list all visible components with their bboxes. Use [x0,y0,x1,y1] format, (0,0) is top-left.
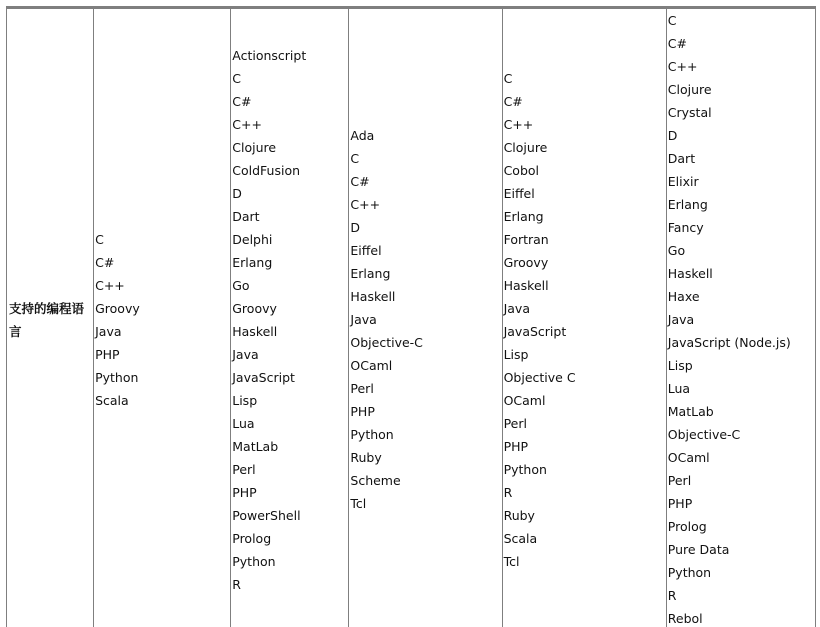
language-item: Ada [350,128,375,143]
language-list [667,9,815,627]
language-item: C# [95,254,115,270]
language-item: Erlang [350,266,391,281]
language-item: Clojure [232,139,277,155]
language-item: Ruby [503,507,535,523]
language-item: PHP [667,496,693,511]
language-item: Perl [350,381,374,396]
language-item: R [503,484,513,500]
language-item: Fortran [503,231,549,247]
language-item: Java [503,300,530,316]
language-item: Python [350,427,394,442]
language-item: Objective C [503,369,576,385]
language-item: Fancy [667,220,704,235]
row-header-cell [7,9,94,627]
language-item: C [350,151,360,166]
language-item: C [503,70,513,86]
language-item: Dart [667,151,696,166]
language-item: C++ [350,197,381,212]
language-item: R [232,576,241,592]
language-item: PHP [95,346,120,362]
language-item: Clojure [667,82,712,97]
language-item: Groovy [95,300,140,316]
language-item: Prolog [232,530,272,546]
language-item: Lisp [667,358,693,373]
language-item: Objective-C [350,335,423,350]
language-item: JavaScript [232,369,295,385]
language-item: PowerShell [232,507,301,523]
language-list [503,67,666,573]
language-item: Haskell [232,323,278,339]
language-item: Python [667,565,712,580]
language-item: JavaScript (Node.js) [667,335,791,350]
language-item: Go [667,243,686,258]
language-item: Eiffel [350,243,382,258]
language-item: Java [667,312,695,327]
language-item: MatLab [232,438,279,454]
language-list [231,44,348,596]
language-item: Cobol [503,162,540,178]
language-item: Java [232,346,259,362]
language-cell [94,9,231,627]
language-item: PHP [232,484,257,500]
language-item: C# [503,93,523,109]
language-item: Groovy [503,254,549,270]
language-item: PHP [350,404,375,419]
language-cell [349,9,502,627]
language-item: JavaScript [503,323,567,339]
language-list [94,228,230,412]
language-item: Actionscript [232,47,307,63]
language-item: C++ [95,277,125,293]
language-cell [502,9,666,627]
language-item: Clojure [503,139,548,155]
language-item: Pure Data [667,542,730,557]
language-item: C [95,231,104,247]
language-support-table [6,6,816,627]
language-item: Scala [95,392,129,408]
language-item: C# [232,93,252,109]
language-item: Tcl [503,553,520,569]
language-item: C++ [232,116,262,132]
language-item: Objective-C [667,427,741,442]
language-item: Haskell [350,289,396,304]
language-item: Erlang [503,208,544,224]
language-item: Lua [232,415,255,431]
language-item: Erlang [232,254,273,270]
language-item: Erlang [667,197,708,212]
language-item: C# [667,36,687,51]
language-item: C++ [503,116,534,132]
language-item: OCaml [503,392,546,408]
language-item: Python [95,369,139,385]
language-item: C# [350,174,370,189]
language-item: Lua [667,381,691,396]
language-item: Scala [503,530,538,546]
language-item: C [667,13,677,28]
language-item: Elixir [667,174,699,189]
language-item: Dart [232,208,260,224]
language-item: Java [95,323,122,339]
language-item: ColdFusion [232,162,301,178]
language-item: Perl [232,461,256,477]
language-item: Delphi [232,231,273,247]
language-item: Lisp [503,346,529,362]
language-item: OCaml [350,358,393,373]
language-item: Go [232,277,250,293]
row-header-label: 支持的编程语言 [9,300,85,339]
language-item: C [232,70,241,86]
language-item: Prolog [667,519,707,534]
language-item: Python [232,553,276,569]
language-item: Groovy [232,300,277,316]
language-item: PHP [503,438,529,454]
language-item: Haxe [667,289,700,304]
language-item: Haskell [503,277,549,293]
language-item: Rebol [667,611,703,626]
language-item: Java [350,312,377,327]
language-item: Haskell [667,266,713,281]
language-item: Scheme [350,473,401,488]
language-item: D [232,185,242,201]
language-item: Eiffel [503,185,535,201]
language-item: R [667,588,677,603]
language-item: Crystal [667,105,712,120]
language-item: Perl [667,473,692,488]
language-item: Ruby [350,450,382,465]
languages-row [7,9,816,627]
language-item: Lisp [232,392,258,408]
language-item: Tcl [350,496,367,511]
language-item: D [350,220,361,235]
language-item: MatLab [667,404,714,419]
language-list [349,124,501,515]
language-item: Python [503,461,547,477]
language-cell [666,9,815,627]
language-item: Perl [503,415,527,431]
language-item: OCaml [667,450,710,465]
language-cell [231,9,349,627]
language-item: D [667,128,678,143]
language-item: C++ [667,59,698,74]
